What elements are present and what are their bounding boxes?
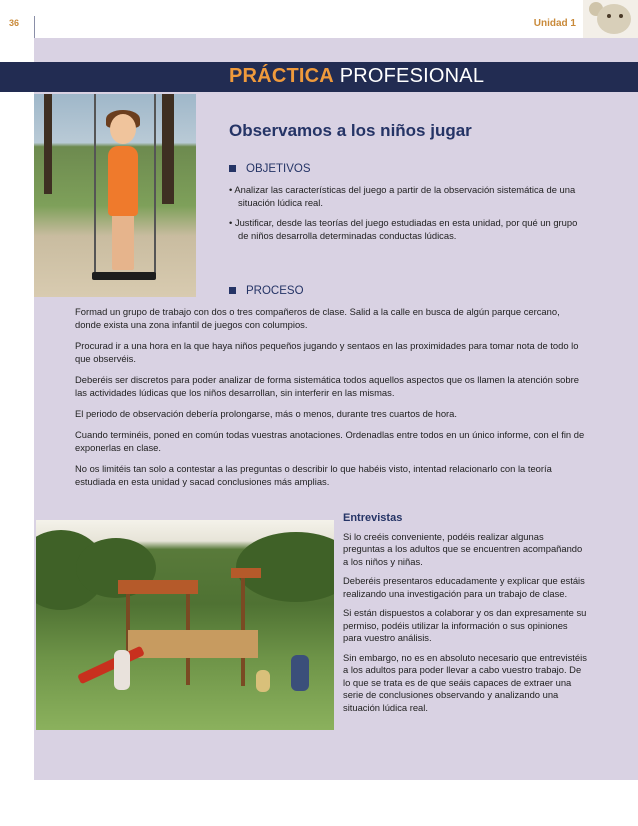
process-text	[75, 305, 585, 496]
process-paragraph: El periodo de observación debería prolongarse, más o menos, durante tres cuartos de hora.	[75, 408, 457, 419]
swing-chain	[94, 94, 96, 274]
structure-deck	[128, 630, 258, 658]
process-heading	[229, 285, 304, 297]
objectives-heading	[229, 163, 311, 175]
section-title	[229, 65, 484, 88]
teddy-head	[597, 4, 631, 34]
tree-trunk	[44, 94, 52, 194]
square-bullet-icon	[229, 165, 236, 172]
playground-photo	[36, 520, 334, 730]
process-paragraph: Procurad ir a una hora en la que haya niños pequeños jugando y sentaos en las proximidades para tomar nota de todo lo que observéis.	[75, 340, 579, 364]
child	[256, 670, 270, 692]
objectives-list	[229, 184, 587, 250]
child	[114, 650, 130, 690]
girl-on-swing-photo	[34, 94, 196, 297]
process-paragraph: Cuando terminéis, poned en común todas vuestras anotaciones. Ordenadlas entre todos en un único informe, con el fin de exponerlas en clase.	[75, 429, 585, 453]
sidebar-paragraph: Si lo creéis conveniente, podéis realizar algunas preguntas a los adultos que se encuentren acompañando a los niños y niñas.	[343, 530, 583, 567]
structure-roof	[231, 568, 261, 578]
sidebar-paragraph: Deberéis presentaros educadamente y explicar que estáis realizando una investigación para un trabajo de clase.	[343, 575, 585, 599]
section-title-rest: PROFESIONAL	[339, 65, 485, 87]
interviews-sidebar	[343, 512, 587, 721]
tree-trunk	[162, 94, 174, 204]
red-slide	[77, 646, 145, 685]
process-label: PROCESO	[246, 285, 304, 297]
adult	[291, 655, 309, 691]
unit-label: Unidad 1	[533, 18, 576, 29]
teddy-eye	[607, 14, 611, 18]
page-number-box	[0, 16, 35, 38]
page-number: 36	[9, 18, 20, 28]
swing-chain	[154, 94, 156, 274]
objective-item: • Justificar, desde las teorías del juego estudiadas en esta unidad, por qué un grupo de niños desarrolla determinadas conductas lúdicas.	[229, 217, 578, 241]
process-paragraph: Formad un grupo de trabajo con dos o tres compañeros de clase. Salid a la calle en busca de algún parque cercano, donde exista una zona infantil de juegos con columpios.	[75, 306, 560, 330]
girl-legs	[112, 212, 134, 270]
activity-heading: Observamos a los niños jugar	[229, 121, 472, 140]
sidebar-paragraph: Si están dispuestos a colaborar y os dan expresamente su permiso, podéis utilizar la información o sus opiniones para vuestro análisis.	[343, 607, 587, 643]
structure-roof	[118, 580, 198, 594]
sidebar-paragraph: Sin embargo, no es en absoluto necesario que entrevistéis a los adultos para poder llevar a cabo vuestro trabajo. De lo que se trata es de que seáis capaces de extraer una serie de conclusiones observando y analizando una situación lúdica real.	[343, 651, 587, 713]
sidebar-title: Entrevistas	[343, 512, 403, 524]
girl-head	[110, 114, 136, 144]
objectives-label: OBJETIVOS	[246, 163, 311, 175]
objective-item: • Analizar las características del juego a partir de la observación sistemática de una situación lúdica real.	[229, 184, 576, 208]
girl-body	[108, 146, 138, 216]
section-title-bold: PRÁCTICA	[229, 65, 334, 87]
process-paragraph: Deberéis ser discretos para poder analizar de forma sistemática todos aquellos aspectos que os llamen la atención sobre las actividades lúdicas que los niños desarrollan, sin interferir en las mismas.	[75, 374, 579, 398]
swing-seat	[92, 272, 156, 280]
teddy-eye	[619, 14, 623, 18]
square-bullet-icon	[229, 287, 236, 294]
teddy-bear-image	[583, 0, 638, 38]
page-header	[0, 0, 638, 38]
process-paragraph: No os limitéis tan solo a contestar a las preguntas o describir lo que habéis visto, intentad relacionarlo con la teoría estudiada en esta unidad y sacad conclusiones más amplias.	[75, 463, 552, 487]
tree	[236, 532, 334, 602]
